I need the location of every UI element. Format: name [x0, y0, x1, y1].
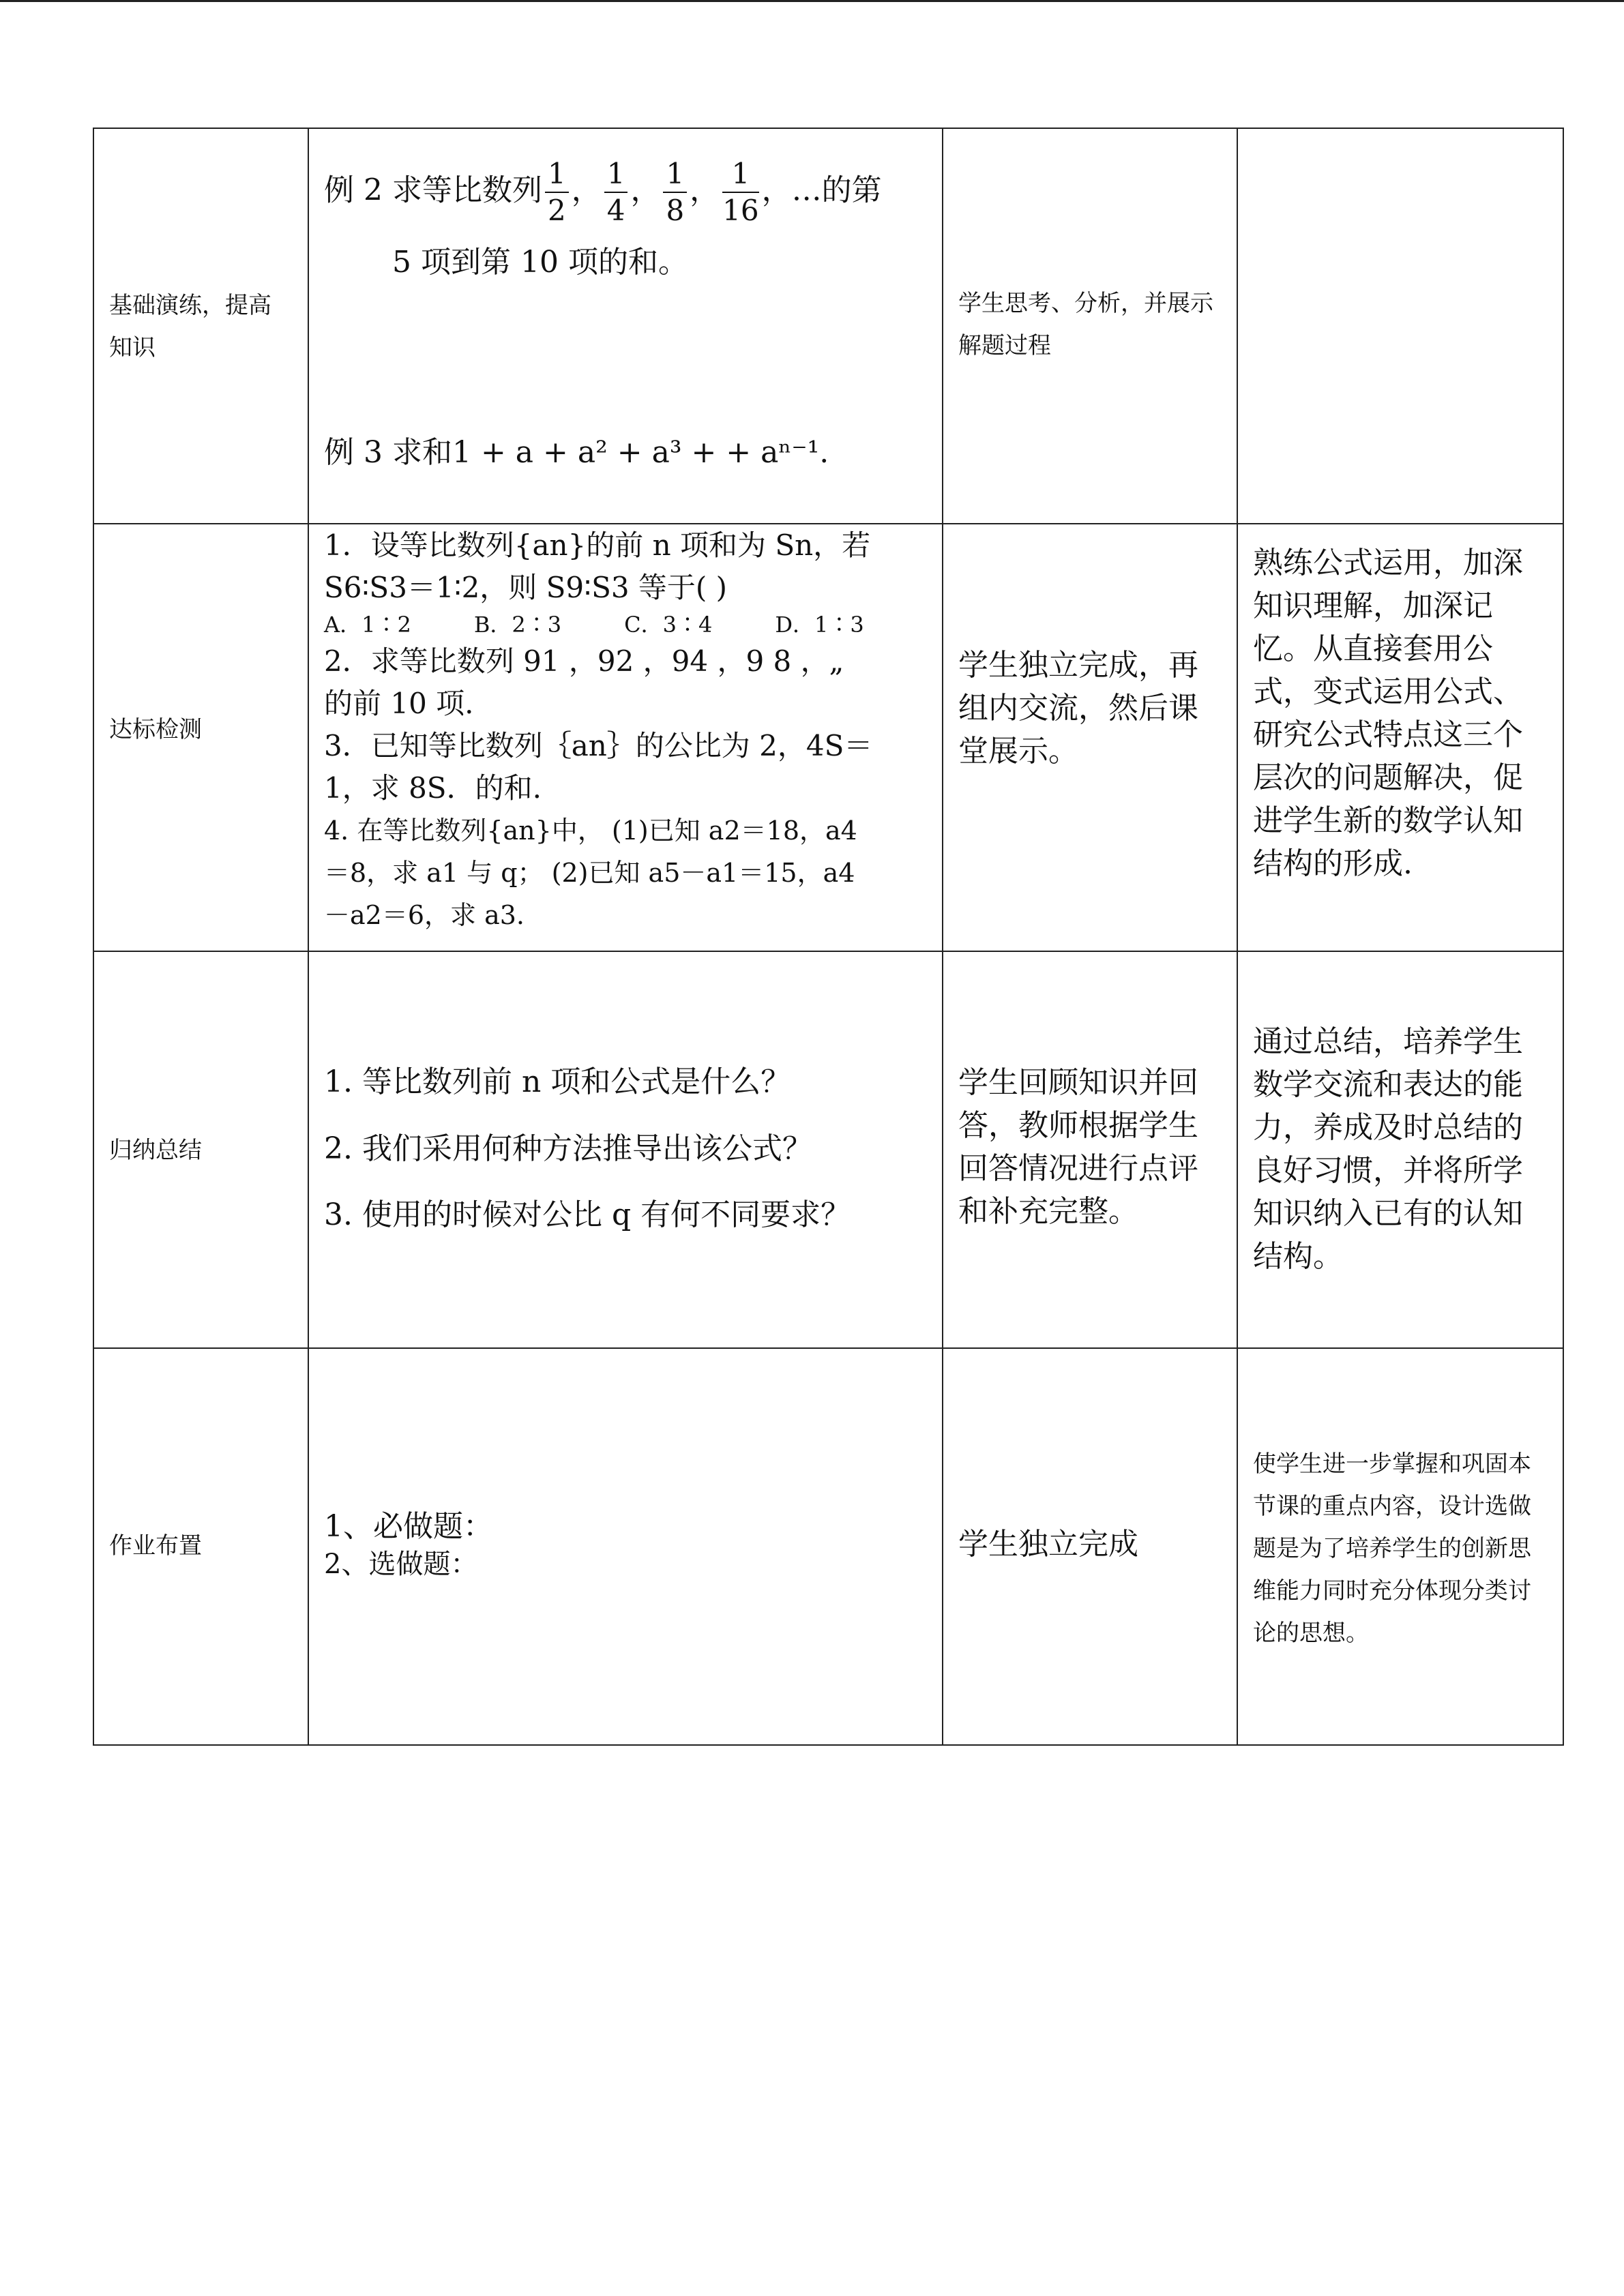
content-cell [308, 1348, 943, 1745]
homework-required: 1、必做题： [324, 1509, 493, 1544]
table-row-practice [93, 128, 1563, 524]
table-row-assessment [93, 524, 1563, 951]
content-cell [308, 128, 943, 524]
question-2-line2: 的前 10 项. [324, 687, 474, 720]
choice-b: B．2∶3 [473, 612, 562, 638]
question-3-line1: 3．已知等比数列｛an｝的公比为 2，4S＝ [324, 729, 873, 762]
design-intent: 通过总结，培养学生数学交流和表达的能力，养成及时总结的良好习惯，并将所学知识纳入已有的认知结构。 [1253, 1024, 1523, 1274]
question-3-line2: 1，求 8S．的和. [324, 771, 542, 805]
student-activity-cell [943, 951, 1237, 1348]
fraction: $\frac{1}{8}$ [663, 156, 687, 228]
intent-cell [1237, 1348, 1563, 1745]
homework-optional: 2、选做题： [324, 1549, 478, 1580]
design-intent: 熟练公式运用，加深知识理解，加深记忆。从直接套用公式，变式运用公式、研究公式特点这三个层次的问题解决，促进学生新的数学认知结构的形成. [1253, 546, 1523, 881]
example-2: 例 2 求等比数列 $\frac{1}{2}$ ， $\frac{1}{4}$ ， $\frac{1}{8}$ ， $\frac{1}{16}$ ，…的第 [324, 157, 882, 227]
student-activity: 学生独立完成，再组内交流，然后课堂展示。 [958, 648, 1198, 769]
choice-a: A．1∶2 [324, 612, 411, 638]
content-cell [308, 524, 943, 951]
question-4-line2: ＝8，求 a1 与 q； (2)已知 a5－a1＝15，a4 [324, 858, 855, 888]
intent-cell [1237, 951, 1563, 1348]
fraction: $\frac{1}{4}$ [604, 156, 628, 228]
question-1-line2: S6∶S3＝1∶2，则 S9∶S3 等于( ) [324, 571, 728, 604]
section-label: 作业布置 [109, 1532, 202, 1560]
example-3: 例 3 求和1 + a + a² + a³ + + aⁿ⁻¹. [324, 435, 829, 470]
lesson-plan-table [93, 128, 1564, 1746]
design-intent: 使学生进一步掌握和巩固本节课的重点内容，设计选做题是为了培养学生的创新思维能力同时充分体现分类讨论的思想。 [1253, 1450, 1531, 1647]
summary-question-1: 1. 等比数列前 n 项和公式是什么？ [324, 1064, 791, 1099]
student-activity: 学生回顾知识并回答，教师根据学生回答情况进行点评和补充完整。 [958, 1065, 1198, 1229]
section-label: 基础演练，提高知识 [109, 292, 271, 361]
student-activity: 学生思考、分析，并展示解题过程 [958, 290, 1213, 359]
student-activity: 学生独立完成 [958, 1527, 1138, 1562]
section-cell [93, 951, 308, 1348]
example-2-line2: 5 项到第 10 项的和。 [392, 245, 688, 280]
fraction: $\frac{1}{2}$ [545, 156, 569, 228]
question-4-line1: 4. 在等比数列{an}中， (1)已知 a2＝18，a4 [324, 816, 857, 846]
example-2-prefix: 例 2 求等比数列 [324, 173, 542, 208]
intent-cell [1237, 128, 1563, 524]
fraction: $\frac{1}{16}$ [722, 157, 759, 227]
page-top-border [0, 0, 1624, 2]
choice-d: D．1∶3 [775, 612, 864, 638]
section-label: 归纳总结 [109, 1137, 202, 1164]
section-cell [93, 128, 308, 524]
student-activity-cell [943, 128, 1237, 524]
summary-question-3: 3. 使用的时候对公比 q 有何不同要求？ [324, 1197, 851, 1232]
summary-question-2: 2. 我们采用何种方法推导出该公式？ [324, 1131, 812, 1166]
table-row-summary [93, 951, 1563, 1348]
question-2-line1: 2．求等比数列 91 ，92 ，94 ，9 8 ，„ [324, 644, 844, 678]
table-row-homework [93, 1348, 1563, 1745]
section-cell [93, 524, 308, 951]
student-activity-cell [943, 1348, 1237, 1745]
section-cell [93, 1348, 308, 1745]
question-4-line3: －a2＝6，求 a3. [324, 900, 525, 930]
example-2-suffix: ，…的第 [761, 173, 882, 208]
student-activity-cell [943, 524, 1237, 951]
intent-cell [1237, 524, 1563, 951]
content-cell [308, 951, 943, 1348]
question-1-choices [324, 609, 934, 640]
choice-c: C．3∶4 [624, 612, 713, 638]
section-label: 达标检测 [109, 716, 202, 743]
question-1-line1: 1．设等比数列{an}的前 n 项和为 Sn，若 [324, 528, 871, 562]
